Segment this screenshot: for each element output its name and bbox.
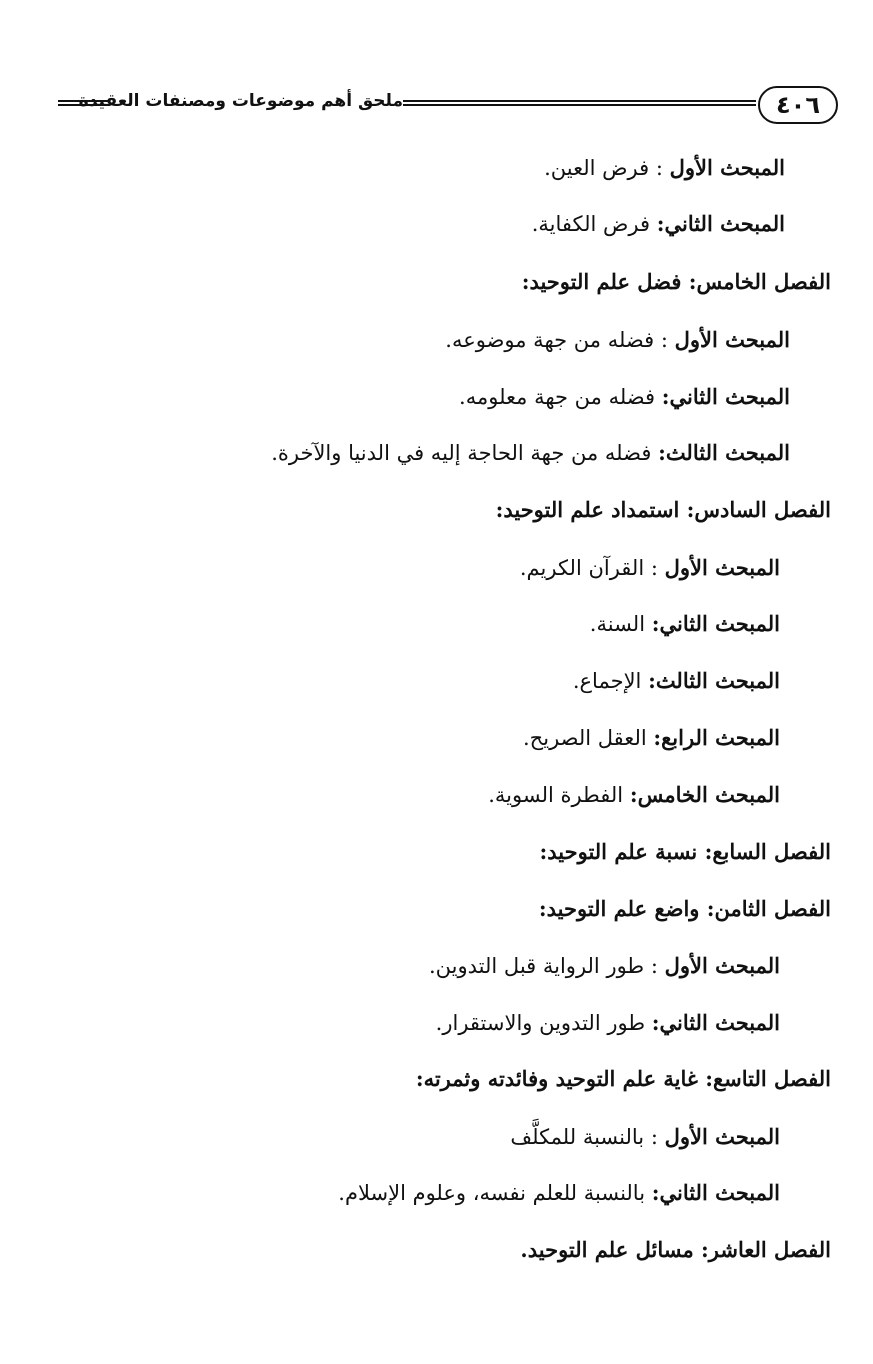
section-label: المبحث الثاني: (656, 211, 785, 236)
section-text: الفطرة السوية. (488, 783, 630, 807)
page-header (48, 80, 838, 132)
chapter-line (520, 1239, 831, 1261)
section-label: المبحث الخامس: (629, 782, 780, 807)
section-text: : القرآن الكريم. (519, 556, 665, 580)
section-label: المبحث الأول (664, 953, 780, 978)
section-label: المبحث الثالث: (658, 440, 790, 465)
chapter-line (496, 499, 831, 521)
section-label: المبحث الثاني: (651, 1180, 780, 1205)
section-label: المبحث الأول (664, 1124, 780, 1149)
section-label: المبحث الأول (664, 555, 780, 580)
section-text: السنة. (589, 612, 652, 636)
section-text: : فضله من جهة موضوعه. (445, 328, 675, 352)
chapter-label: الفصل التاسع: (705, 1066, 831, 1091)
section-line (590, 613, 780, 635)
section-line (488, 784, 780, 806)
section-line (523, 727, 780, 749)
section-line (338, 1182, 780, 1204)
chapter-label: الفصل العاشر: (701, 1237, 831, 1262)
section-text: فرض الكفاية. (531, 212, 657, 236)
page-number: ٤٠٦ (758, 86, 838, 124)
chapter-text: نسبة علم التوحيد: (539, 839, 705, 864)
section-label: المبحث الثالث: (648, 668, 780, 693)
section-line (532, 213, 785, 235)
section-line (445, 329, 790, 351)
header-rule-right (403, 100, 756, 106)
section-label: المبحث الأول (669, 155, 785, 180)
section-label: المبحث الثاني: (661, 384, 790, 409)
chapter-line (540, 841, 832, 863)
section-text: فضله من جهة الحاجة إليه في الدنيا والآخرة. (271, 441, 659, 465)
chapter-line (416, 1068, 831, 1090)
section-line (520, 557, 780, 579)
section-line (573, 670, 780, 692)
section-line (510, 1126, 780, 1148)
chapter-text: فضل علم التوحيد: (521, 269, 689, 294)
chapter-line (539, 898, 831, 920)
chapter-text: استمداد علم التوحيد: (495, 497, 687, 522)
section-line (429, 955, 780, 977)
section-text: بالنسبة للعلم نفسه، وعلوم الإسلام. (338, 1181, 652, 1205)
section-text: فضله من جهة معلومه. (459, 385, 662, 409)
section-text: : طور الرواية قبل التدوين. (429, 954, 665, 978)
section-label: المبحث الرابع: (653, 725, 780, 750)
section-label: المبحث الثاني: (651, 611, 780, 636)
section-label: المبحث الثاني: (651, 1010, 780, 1035)
section-line (271, 442, 790, 464)
section-text: : فرض العين. (544, 156, 670, 180)
chapter-text: واضع علم التوحيد: (538, 896, 707, 921)
chapter-label: الفصل الثامن: (706, 896, 831, 921)
section-line (459, 386, 790, 408)
running-title: ملحق أهم موضوعات ومصنفات العقيدة (78, 91, 403, 111)
section-text: الإجماع. (572, 669, 649, 693)
chapter-label: الفصل السابع: (704, 839, 831, 864)
section-label: المبحث الأول (674, 327, 790, 352)
chapter-text: غاية علم التوحيد وفائدته وثمرته: (415, 1066, 706, 1091)
chapter-label: الفصل السادس: (686, 497, 831, 522)
section-line (544, 157, 785, 179)
chapter-text: مسائل علم التوحيد. (520, 1237, 702, 1262)
chapter-label: الفصل الخامس: (688, 269, 831, 294)
section-text: العقل الصريح. (523, 726, 654, 750)
section-text: : بالنسبة للمكلَّف (510, 1125, 665, 1149)
section-text: طور التدوين والاستقرار. (435, 1011, 652, 1035)
section-line (436, 1012, 780, 1034)
chapter-line (522, 271, 831, 293)
